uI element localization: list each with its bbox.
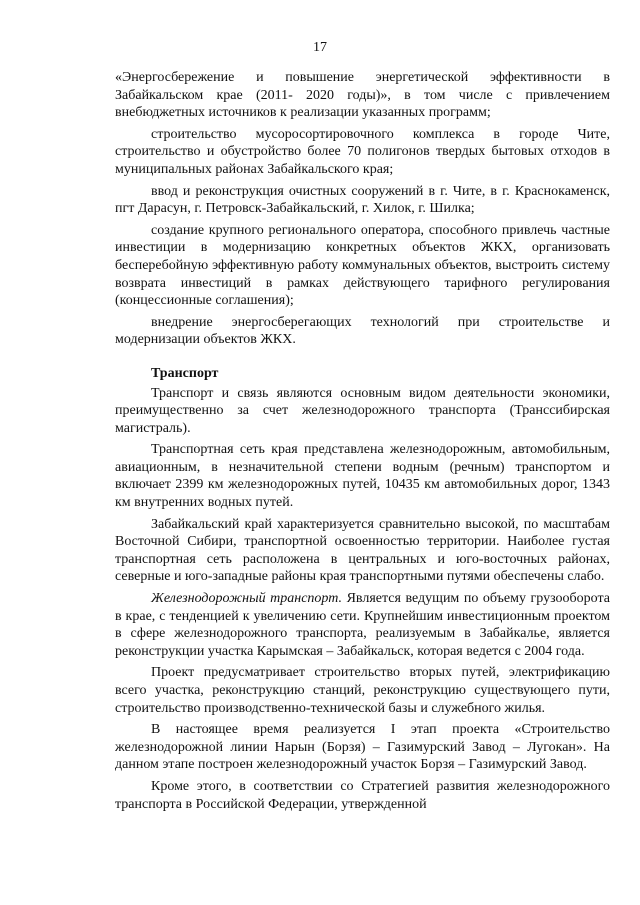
paragraph: Забайкальский край характеризуется сравнительно высокой, по масштабам Восточной Сибири, транспортной освоенностью территории. Наиболее густая транспортная сеть расположена в центральных и юго-восточных районах, северные и юго-западные районы края транспортными путями обеспечены слабо. <box>115 516 610 585</box>
page-number: 17 <box>313 40 327 55</box>
document-body <box>115 69 610 817</box>
paragraph: В настоящее время реализуется I этап проекта «Строительство железнодорожной линии Нарын (Борзя) – Газимурский Завод – Лугокан». На данном этапе построен железнодорожный участок Борзя – Газимурский Завод. <box>115 722 610 773</box>
paragraph-rail-transport <box>115 590 610 660</box>
rail-transport-text: Является ведущим по объему грузооборота в крае, с тенденцией к увеличению сети. Крупнейшим инвестиционным проектом в сфере железнодорожного транспорта, реализуемым в Забайкалье, является реконструкции участка Карымская – Забайкальск, которая ведется с 2004 года. <box>115 591 610 659</box>
paragraph: Транспорт и связь являются основным видом деятельности экономики, преимущественно за счет железнодорожного транспорта (Транссибирская магистраль). <box>115 385 610 436</box>
paragraph: Транспортная сеть края представлена железнодорожным, автомобильным, авиационным, в незначительной степени водным (речным) транспортом и включает 2399 км железнодорожных путей, 10435 км автомобильных дорог, 1343 км внутренних водных путей. <box>115 442 610 511</box>
paragraph: «Энергосбережение и повышение энергетической эффективности в Забайкальском крае (2011- 2020 годы)», в том числе с привлечением внебюджетных источников к реализации указанных программ; <box>115 70 610 121</box>
paragraph: Проект предусматривает строительство вторых путей, электрификацию всего участка, реконструкцию станций, реконструкцию существующего пути, строительство производственно-технической базы и служебного жилья. <box>115 665 610 716</box>
paragraph: строительство мусоросортировочного комплекса в городе Чите, строительство и обустройство более 70 полигонов твердых бытовых отходов в муниципальных районах Забайкальского края; <box>115 126 610 177</box>
rail-transport-term: Железнодорожный транспорт. <box>151 591 343 607</box>
paragraph: ввод и реконструкция очистных сооружений в г. Чите, в г. Краснокаменск, пгт Дарасун, г. Петровск-Забайкальский, г. Хилок, г. Шилка; <box>115 183 610 217</box>
paragraph: создание крупного регионального оператора, способного привлечь частные инвестиции в модернизацию конкретных объектов ЖКХ, организовать бесперебойную эффективную работу коммунальных объектов, выстроить систему возврата инвестиций в рамках действующего тарифного регулирования (концессионные соглашения); <box>115 222 610 309</box>
paragraph: Кроме этого, в соответствии со Стратегией развития железнодорожного транспорта в Российской Федерации, утвержденной <box>115 778 610 812</box>
paragraph: внедрение энергосберегающих технологий при строительстве и модернизации объектов ЖКХ. <box>115 314 610 348</box>
section-heading: Транспорт <box>151 365 219 381</box>
